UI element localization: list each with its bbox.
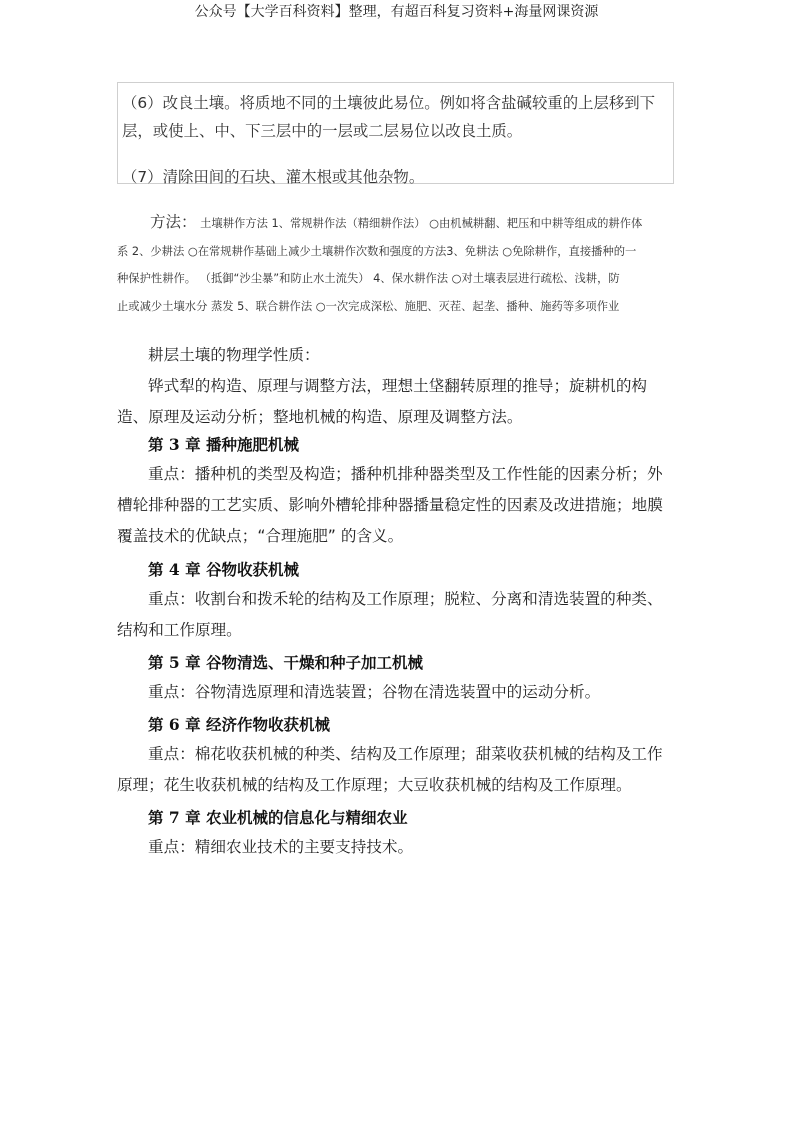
- chapter-title: 第 4 章 谷物收获机械: [148, 560, 299, 579]
- chapter-title: 第 3 章 播种施肥机械: [148, 435, 299, 454]
- chapter-4: [117, 558, 677, 646]
- method-block: [117, 209, 674, 321]
- tillage-heading: 耕层土壤的物理学性质：: [148, 346, 320, 364]
- method-line: 止或减少土壤水分 蒸发 5、联合耕作法 ○一次完成深松、施肥、灭茬、起垄、播种、施药等多项作业: [117, 300, 620, 314]
- chapter-text: 重点：精细农业技术的主要支持技术。: [148, 838, 414, 856]
- boxed-item: （6）改良土壤。将质地不同的土壤彼此易位。例如将含盐碱较重的上层移到下层，或使上、中、下三层中的一层或二层易位以改良土质。: [122, 94, 656, 140]
- chapter-5: [117, 651, 677, 708]
- boxed-item: （7）清除田间的石块、灌木根或其他杂物。: [122, 168, 425, 186]
- chapter-3: [117, 433, 677, 552]
- boxed-list: [117, 82, 674, 184]
- method-line: 土壤耕作方法 1、常规耕作法（精细耕作法） ○由机械耕翻、耙压和中耕等组成的耕作体: [200, 217, 643, 230]
- chapter-text: 重点：播种机的类型及构造；播种机排种器类型及工作性能的因素分析；外槽轮排种器的工艺实质、影响外槽轮排种器播量稳定性的因素及改进措施；地膜覆盖技术的优缺点；“合理施肥” 的含义。: [117, 465, 663, 545]
- method-label: 方法：: [150, 213, 197, 231]
- chapter-text: 重点：谷物清选原理和清选装置；谷物在清选装置中的运动分析。: [148, 683, 601, 701]
- tillage-text: 铧式犁的构造、原理与调整方法，理想土垡翻转原理的推导；旋耕机的构造、原理及运动分析；整地机械的构造、原理及调整方法。: [117, 377, 648, 426]
- chapter-title: 第 5 章 谷物清选、干燥和种子加工机械: [148, 653, 423, 672]
- tillage-section: [117, 340, 677, 433]
- page-header: 公众号【大学百科资料】整理，有超百科复习资料+海量网课资源: [194, 4, 599, 20]
- method-line: 种保护性耕作。 （抵御“沙尘暴”和防止水土流失） 4、保水耕作法 ○对土壤表层进行疏松、浅耕，防: [117, 272, 620, 286]
- chapter-7: [117, 806, 677, 863]
- method-line: 系 2、少耕法 ○在常规耕作基础上减少土壤耕作次数和强度的方法3、免耕法 ○免除耕作，直接播种的一: [117, 244, 637, 258]
- chapter-title: 第 7 章 农业机械的信息化与精细农业: [148, 808, 408, 827]
- chapter-text: 重点：棉花收获机械的种类、结构及工作原理；甜菜收获机械的结构及工作原理；花生收获机械的结构及工作原理；大豆收获机械的结构及工作原理。: [117, 745, 663, 794]
- chapter-text: 重点：收割台和拨禾轮的结构及工作原理；脱粒、分离和清选装置的种类、结构和工作原理。: [117, 590, 663, 639]
- chapter-title: 第 6 章 经济作物收获机械: [148, 715, 330, 734]
- chapter-6: [117, 713, 677, 801]
